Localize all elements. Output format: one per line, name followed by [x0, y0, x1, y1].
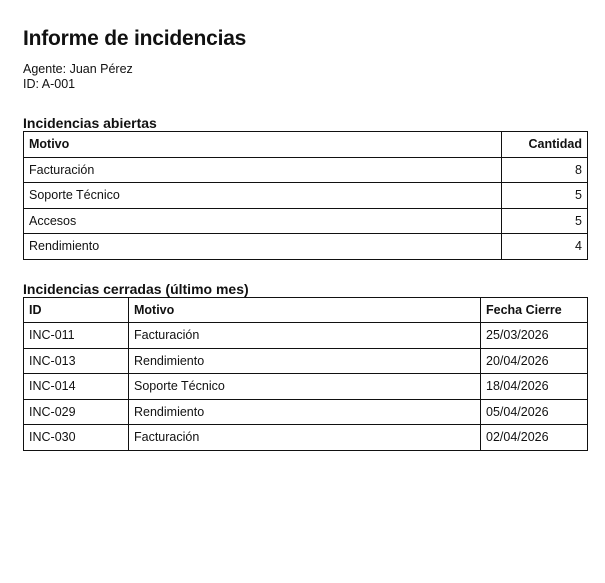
open-incidents-table	[23, 131, 588, 260]
cell-cantidad: 5	[502, 183, 588, 209]
table-row	[24, 208, 588, 234]
column-header-fecha-cierre: Fecha Cierre	[481, 297, 588, 323]
cell-motivo: Facturación	[24, 157, 502, 183]
cell-motivo: Soporte Técnico	[24, 183, 502, 209]
cell-motivo: Facturación	[129, 425, 481, 451]
table-header-row	[24, 297, 588, 323]
table-header-row	[24, 132, 588, 158]
table-row	[24, 234, 588, 260]
cell-id: INC-014	[24, 374, 129, 400]
cell-fecha-cierre: 18/04/2026	[481, 374, 588, 400]
column-header-id: ID	[24, 297, 129, 323]
closed-incidents-title: Incidencias cerradas (último mes)	[23, 280, 249, 297]
column-header-cantidad: Cantidad	[502, 132, 588, 158]
cell-motivo: Accesos	[24, 208, 502, 234]
column-header-motivo: Motivo	[129, 297, 481, 323]
table-row	[24, 374, 588, 400]
table-row	[24, 157, 588, 183]
table-row	[24, 183, 588, 209]
cell-cantidad: 8	[502, 157, 588, 183]
agent-name: Agente: Juan Pérez	[23, 62, 133, 76]
table-row	[24, 425, 588, 451]
report-page	[23, 26, 587, 451]
cell-cantidad: 4	[502, 234, 588, 260]
cell-motivo: Facturación	[129, 323, 481, 349]
closed-incidents-table	[23, 297, 588, 451]
report-title: Informe de incidencias	[23, 27, 247, 50]
cell-id: INC-030	[24, 425, 129, 451]
cell-motivo: Rendimiento	[129, 348, 481, 374]
open-incidents-title: Incidencias abiertas	[23, 115, 157, 131]
cell-motivo: Rendimiento	[129, 399, 481, 425]
cell-fecha-cierre: 02/04/2026	[481, 425, 588, 451]
cell-id: INC-011	[24, 323, 129, 349]
cell-id: INC-013	[24, 348, 129, 374]
cell-motivo: Rendimiento	[24, 234, 502, 260]
cell-fecha-cierre: 25/03/2026	[481, 323, 588, 349]
cell-fecha-cierre: 05/04/2026	[481, 399, 588, 425]
table-row	[24, 399, 588, 425]
cell-motivo: Soporte Técnico	[129, 374, 481, 400]
cell-fecha-cierre: 20/04/2026	[481, 348, 588, 374]
table-row	[24, 323, 588, 349]
agent-id: ID: A-001	[23, 77, 76, 91]
table-row	[24, 348, 588, 374]
column-header-motivo: Motivo	[24, 132, 502, 158]
report-meta	[23, 62, 587, 92]
cell-cantidad: 5	[502, 208, 588, 234]
cell-id: INC-029	[24, 399, 129, 425]
